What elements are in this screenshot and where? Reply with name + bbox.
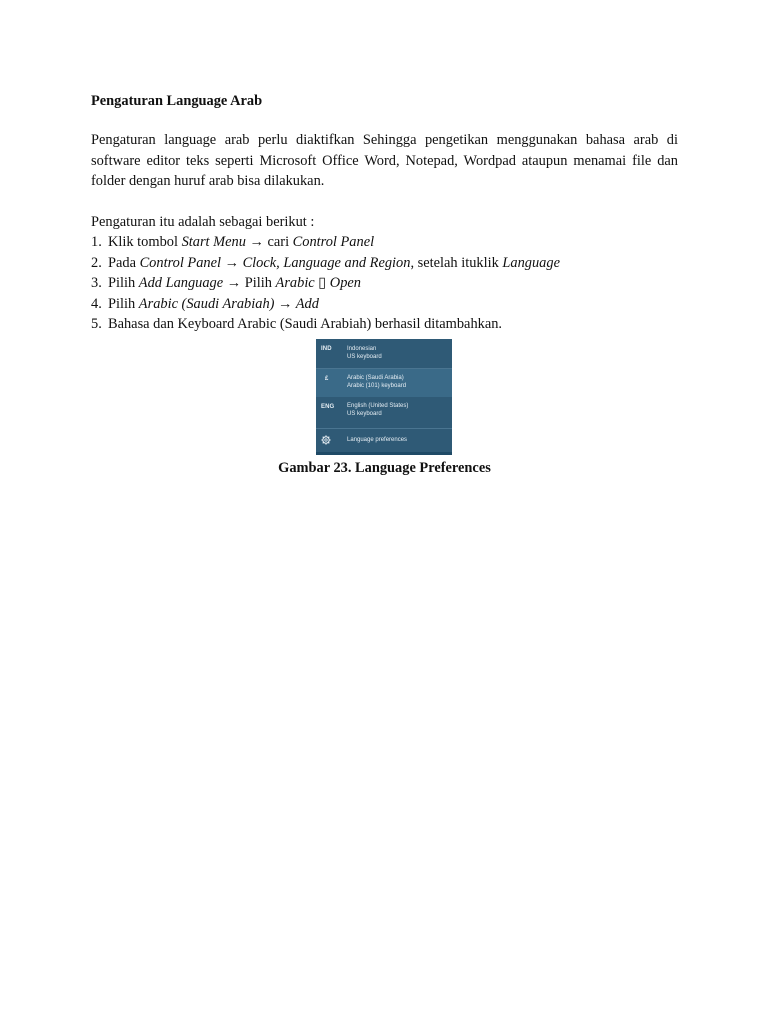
step-text-part: → Pilih	[223, 275, 276, 291]
step-number: 2.	[91, 254, 102, 271]
step-text-part: , setelah ituklik	[410, 254, 503, 271]
divider	[316, 428, 452, 429]
step-text	[108, 294, 319, 315]
step-number: 1.	[91, 234, 102, 250]
steps-lead: Pengaturan itu adalah sebagai berikut :	[91, 213, 315, 230]
language-menu-screenshot	[316, 339, 452, 455]
keyboard-name: US keyboard	[347, 411, 382, 417]
step-text-part: Pilih	[108, 295, 139, 312]
language-code: £	[325, 376, 329, 382]
language-code: ENG	[321, 404, 335, 410]
language-item-english[interactable]	[316, 397, 452, 425]
gear-icon	[321, 435, 331, 445]
step-number: 3.	[91, 275, 102, 291]
language-item-indonesian[interactable]	[316, 339, 452, 368]
step-text-emphasis: Arabic ▯ Open	[275, 275, 361, 291]
step-text	[108, 232, 374, 253]
step-text: Bahasa dan Keyboard Arabic (Saudi Arabiah) berhasil ditambahkan.	[108, 316, 503, 332]
step-text-part: → cari	[245, 234, 293, 250]
language-name: English (United States)	[347, 403, 409, 409]
language-code: IND	[321, 346, 332, 352]
language-item-arabic[interactable]	[316, 369, 452, 397]
step-item	[91, 232, 678, 253]
keyboard-name: US keyboard	[347, 354, 382, 360]
document-page	[91, 91, 678, 476]
intro-paragraph: Pengaturan language arab perlu diaktifkan Sehingga pengetikan menggunakan bahasa arab di software editor teks seperti Microsoft Office Word, Notepad, Wordpad ataupun menamai file dan folder dengan huruf arab bisa dilakukan.	[91, 132, 678, 189]
keyboard-name: Arabic (101) keyboard	[347, 383, 407, 389]
step-text	[108, 273, 361, 294]
figure-caption: Gambar 23. Language Preferences	[278, 460, 491, 476]
step-text-emphasis: Add Language	[138, 275, 224, 291]
step-text-part: Klik tombol	[108, 234, 182, 250]
step-number: 4.	[91, 295, 102, 312]
language-name: Arabic (Saudi Arabia)	[347, 375, 404, 381]
step-text-part: Pada	[108, 254, 140, 271]
step-text-emphasis: Language	[502, 254, 560, 271]
step-item	[91, 294, 678, 315]
step-item	[91, 253, 678, 274]
step-text-emphasis: Arabic (Saudi Arabiah) → Add	[138, 295, 319, 312]
step-text-emphasis: Control Panel	[292, 234, 375, 250]
section-heading: Pengaturan Language Arab	[91, 93, 263, 109]
step-item	[91, 273, 678, 294]
step-text-emphasis: Start Menu	[181, 234, 246, 250]
step-text-emphasis: Control Panel → Clock, Language and Region	[139, 254, 411, 271]
step-text-part: Pilih	[108, 275, 139, 291]
step-item	[91, 314, 678, 335]
steps-list	[91, 232, 678, 335]
taskbar-strip	[316, 452, 452, 455]
step-number: 5.	[91, 316, 102, 332]
language-preferences-link[interactable]: Language preferences	[347, 437, 408, 443]
step-text	[108, 253, 560, 274]
language-name: Indonesian	[347, 346, 377, 352]
